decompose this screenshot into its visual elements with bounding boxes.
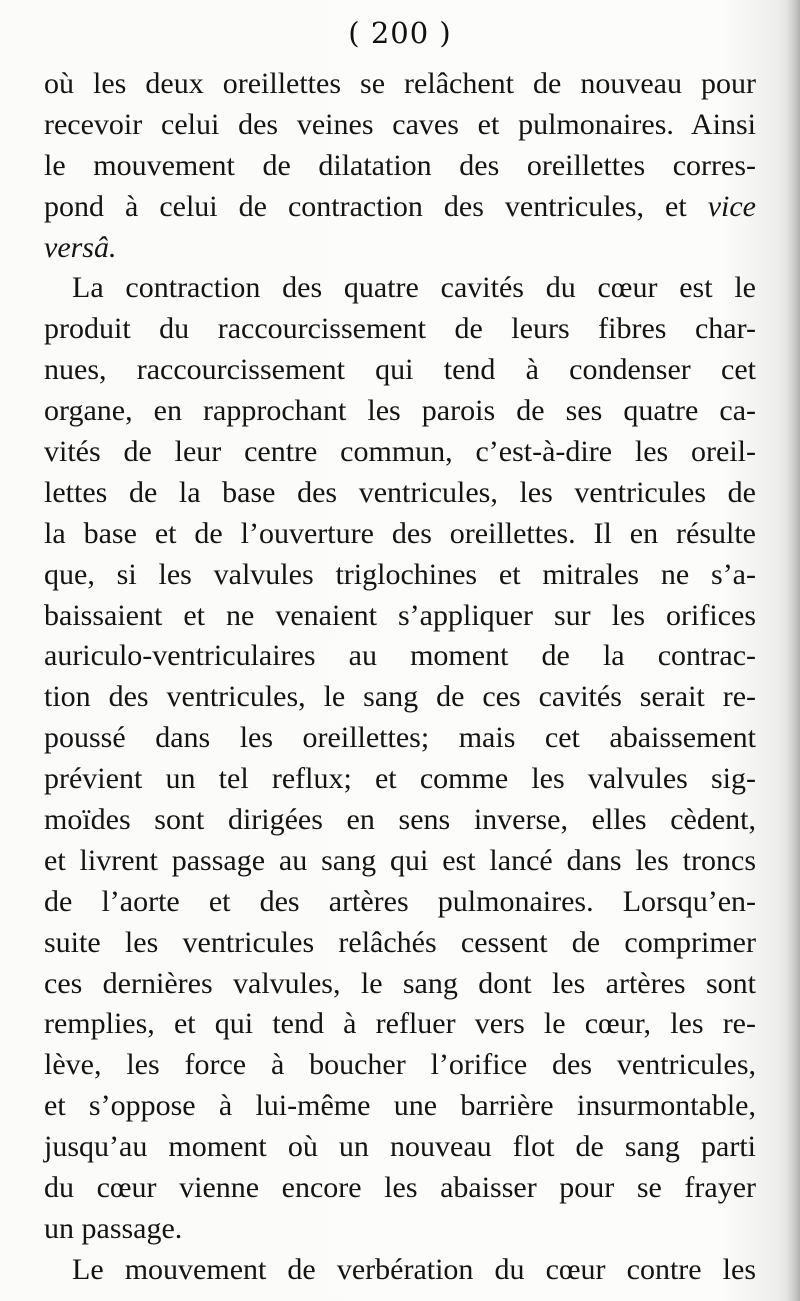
text-line: et s’oppose à lui-même une barrière insurmontable, bbox=[44, 1089, 756, 1123]
text-line: moïdes sont dirigées en sens inverse, elles cèdent, bbox=[44, 803, 756, 837]
text-line: jusqu’au moment où un nouveau flot de sang parti bbox=[44, 1130, 756, 1164]
text-line: où les deux oreillettes se relâchent de nouveau pour bbox=[44, 67, 756, 100]
text-line: du cœur vienne encore les abaisser pour se frayer bbox=[44, 1171, 756, 1205]
text-line: pond à celui de contraction des ventricules, et vice bbox=[44, 189, 756, 223]
text-line: remplies, et qui tend à refluer vers le cœur, les re- bbox=[44, 1007, 756, 1041]
page-number: ( 200 ) bbox=[348, 16, 452, 50]
text-line: que, si les valvules triglochines et mitrales ne s’a- bbox=[44, 557, 756, 591]
text-line: auriculo-ventriculaires au moment de la contrac- bbox=[44, 639, 756, 673]
page-edge-shadow bbox=[786, 0, 800, 1301]
text-line: La contraction des quatre cavités du cœur est le bbox=[72, 271, 756, 305]
text-line: tion des ventricules, le sang de ces cavités serait re- bbox=[44, 680, 756, 714]
text-line: produit du raccourcissement de leurs fibres char- bbox=[44, 312, 756, 346]
text-line: de l’aorte et des artères pulmonaires. Lorsqu’en- bbox=[44, 884, 756, 918]
text-line: lettes de la base des ventricules, les ventricules de bbox=[44, 475, 756, 509]
text-line: organe, en rapprochant les parois de ses quatre ca- bbox=[44, 394, 756, 428]
text-line: le mouvement de dilatation des oreillettes corres- bbox=[44, 148, 756, 182]
body-text bbox=[44, 64, 756, 1291]
text-line: la base et de l’ouverture des oreillettes. Il en résulte bbox=[44, 516, 756, 550]
text-line: versâ. bbox=[44, 230, 117, 264]
text-line: un passage. bbox=[44, 1211, 183, 1245]
text-line: nues, raccourcissement qui tend à condenser cet bbox=[44, 353, 756, 387]
italic-term: vice bbox=[707, 189, 756, 223]
text-line: lève, les force à boucher l’orifice des ventricules, bbox=[44, 1048, 756, 1082]
text-line: baissaient et ne venaient s’appliquer sur les orifices bbox=[44, 598, 756, 632]
text-line: prévient un tel reflux; et comme les valvules sig- bbox=[44, 762, 756, 796]
text-line: vités de leur centre commun, c’est-à-dire les oreil- bbox=[44, 435, 756, 469]
text-line: ces dernières valvules, le sang dont les artères sont bbox=[44, 966, 756, 1000]
text-line: recevoir celui des veines caves et pulmonaires. Ainsi bbox=[44, 107, 756, 141]
text-line: suite les ventricules relâchés cessent de comprimer bbox=[44, 925, 756, 959]
text-line: Le mouvement de verbération du cœur contre les bbox=[72, 1252, 756, 1286]
text-line: et livrent passage au sang qui est lancé dans les troncs bbox=[44, 843, 756, 877]
text-line: poussé dans les oreillettes; mais cet abaissement bbox=[44, 721, 756, 755]
